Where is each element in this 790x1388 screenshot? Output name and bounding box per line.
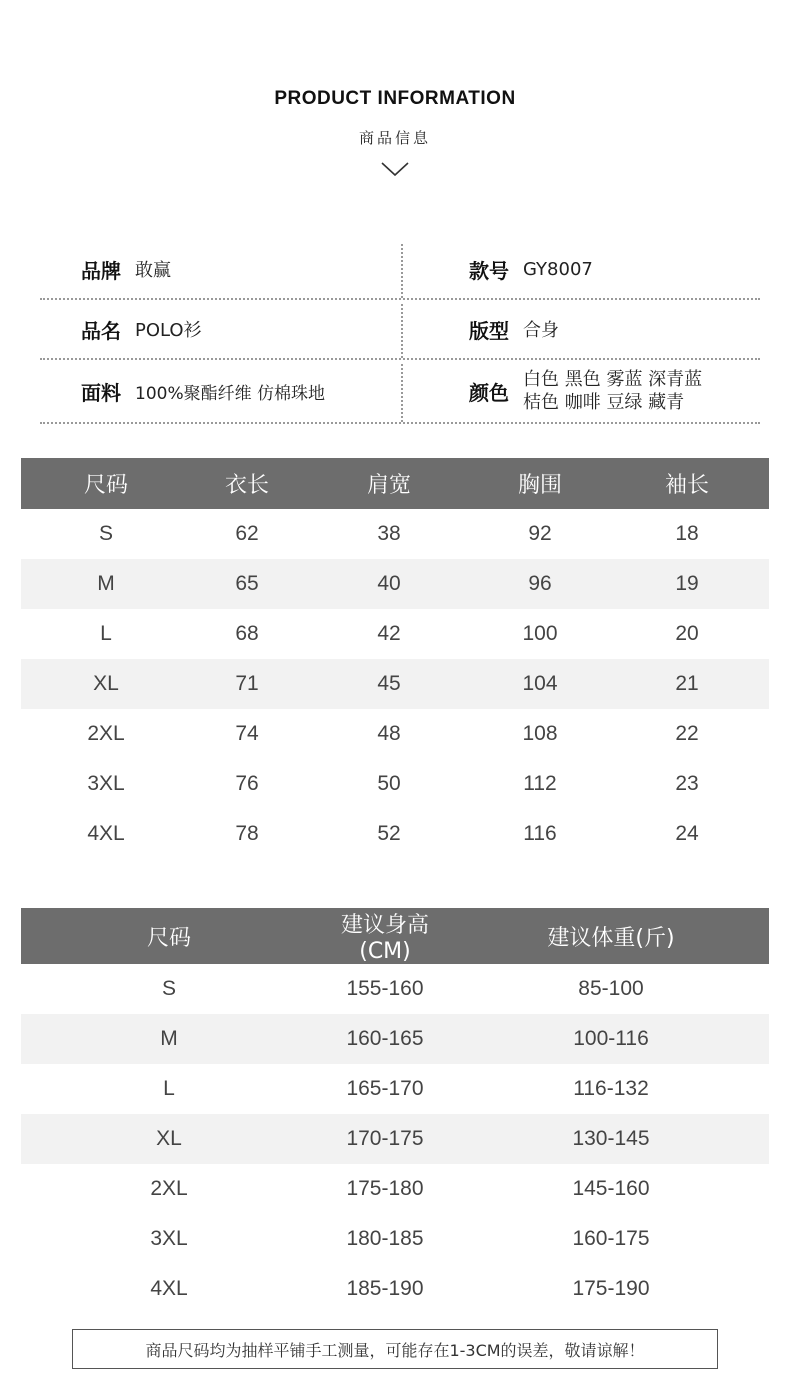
fit-table-header (21, 908, 769, 964)
info-label: 颜色 (469, 380, 509, 405)
table-cell: 180-185 (346, 1227, 424, 1250)
table-row (21, 1264, 769, 1314)
table-row (21, 609, 769, 659)
header-cell: 肩宽 (303, 458, 475, 509)
table-cell: 160-175 (572, 1227, 650, 1250)
table-cell: 96 (475, 559, 605, 609)
table-row (21, 1214, 769, 1264)
header-cell: 尺码 (21, 908, 317, 964)
table-cell: 145-160 (572, 1177, 650, 1200)
table-cell: S (161, 977, 176, 1000)
table-cell: 38 (377, 522, 401, 545)
table-cell: 71 (191, 659, 303, 709)
table-cell: 18 (675, 522, 699, 545)
table-cell: 175-190 (572, 1277, 650, 1300)
table-cell: L (100, 622, 112, 645)
table-cell: 112 (523, 772, 557, 795)
table-cell: 116 (523, 822, 557, 845)
table-row (21, 1064, 769, 1114)
info-value: 敢赢 (135, 260, 171, 281)
table-cell: 4XL (87, 822, 125, 845)
table-cell: 155-160 (346, 977, 424, 1000)
product-info-grid (40, 240, 760, 424)
table-cell: 45 (303, 659, 475, 709)
chevron-down-icon (380, 160, 410, 178)
info-label: 版型 (469, 318, 509, 343)
table-cell: 165-170 (346, 1077, 424, 1100)
info-label: 面料 (81, 380, 121, 405)
table-cell: 160-165 (317, 1014, 453, 1064)
title-chinese: 商品信息 (358, 129, 431, 147)
table-cell: 48 (377, 722, 401, 745)
table-cell: 23 (675, 772, 699, 795)
table-row (21, 964, 769, 1014)
info-row-brand (40, 240, 760, 300)
info-label: 款号 (469, 258, 509, 283)
table-cell: 19 (605, 559, 769, 609)
color-line-2: 桔色 咖啡 豆绿 藏青 (523, 392, 685, 413)
info-value: POLO衫 (135, 320, 202, 341)
table-cell: 3XL (87, 772, 125, 795)
header-cell: 衣长 (191, 458, 303, 509)
table-row (21, 1164, 769, 1214)
table-cell: M (21, 1014, 317, 1064)
table-cell: XL (21, 659, 191, 709)
header-cell: 建议体重(斤) (453, 908, 769, 964)
info-label: 品名 (81, 318, 121, 343)
fit-table (21, 908, 769, 1314)
column-divider (401, 244, 403, 298)
table-cell: 78 (235, 822, 259, 845)
table-cell: 85-100 (578, 977, 644, 1000)
info-value: 100%聚酯纤维 仿棉珠地 (135, 383, 326, 404)
table-cell: 21 (605, 659, 769, 709)
measurement-note: 商品尺码均为抽样平铺手工测量，可能存在1-3CM的误差，敬请谅解！ (72, 1329, 718, 1369)
table-cell: 116-132 (573, 1077, 649, 1100)
table-cell: 52 (377, 822, 401, 845)
table-cell: 130-145 (453, 1114, 769, 1164)
table-cell: 2XL (150, 1177, 188, 1200)
table-row (21, 809, 769, 859)
table-cell: L (163, 1077, 175, 1100)
column-divider (401, 304, 403, 358)
info-row-fabric (40, 360, 760, 424)
table-row (21, 559, 769, 609)
table-cell: 50 (377, 772, 401, 795)
size-table (21, 458, 769, 859)
header-cell: 胸围 (475, 458, 605, 509)
table-cell: 100 (522, 622, 558, 645)
header-cell: 建议身高(CM) (317, 908, 453, 964)
color-line-1: 白色 黑色 雾蓝 深青蓝 (523, 369, 703, 390)
table-cell: 22 (675, 722, 699, 745)
table-cell: 24 (675, 822, 699, 845)
table-row (21, 1114, 769, 1164)
size-table-header (21, 458, 769, 509)
table-cell: 3XL (150, 1227, 188, 1250)
title-english: PRODUCT INFORMATION (274, 88, 516, 109)
table-cell: 65 (191, 559, 303, 609)
column-divider (401, 364, 403, 422)
table-row (21, 709, 769, 759)
table-row (21, 509, 769, 559)
table-row (21, 759, 769, 809)
table-cell: 4XL (150, 1277, 188, 1300)
info-value: GY8007 (523, 258, 593, 280)
table-cell: 100-116 (453, 1014, 769, 1064)
header-cell: 尺码 (21, 458, 191, 509)
table-cell: 104 (475, 659, 605, 709)
table-cell: 68 (235, 622, 259, 645)
table-cell: 74 (235, 722, 259, 745)
table-cell: 62 (235, 522, 259, 545)
table-cell: 108 (522, 722, 558, 745)
table-row (21, 659, 769, 709)
table-cell: 76 (235, 772, 259, 795)
table-cell: XL (21, 1114, 317, 1164)
info-row-name (40, 300, 760, 360)
info-label: 品牌 (81, 258, 121, 283)
table-cell: 170-175 (317, 1114, 453, 1164)
table-cell: 175-180 (346, 1177, 424, 1200)
table-cell: 92 (528, 522, 552, 545)
table-row (21, 1014, 769, 1064)
table-cell: 42 (377, 622, 401, 645)
info-value: 合身 (523, 320, 559, 341)
header-cell: 袖长 (605, 458, 769, 509)
table-cell: S (98, 522, 113, 545)
color-list (523, 368, 702, 414)
table-cell: 2XL (87, 722, 125, 745)
table-cell: 40 (303, 559, 475, 609)
table-cell: M (21, 559, 191, 609)
table-cell: 20 (675, 622, 699, 645)
table-cell: 185-190 (346, 1277, 424, 1300)
